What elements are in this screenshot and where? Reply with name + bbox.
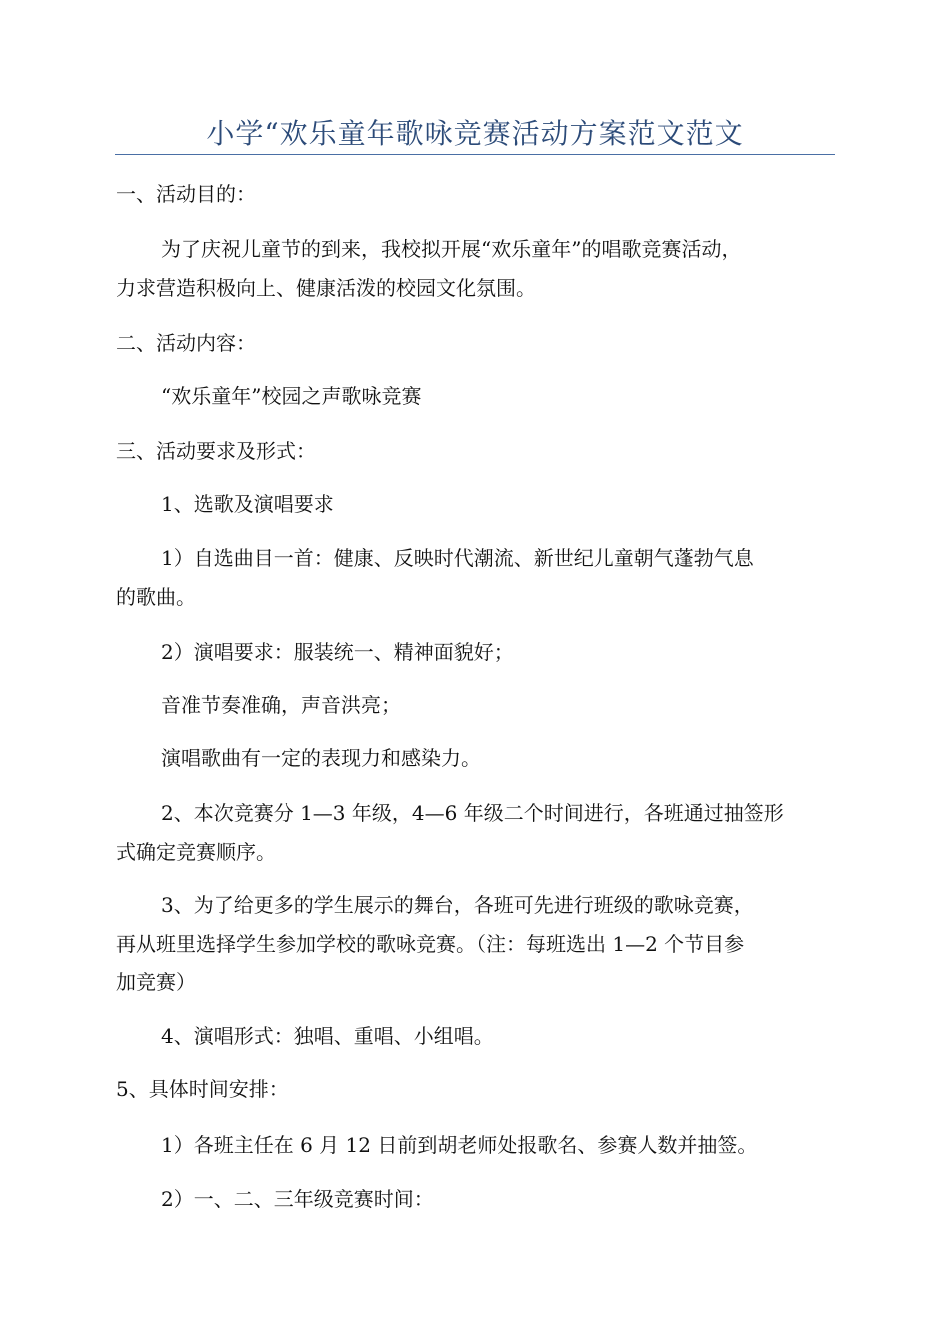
paragraph-line: 演唱歌曲有一定的表现力和感染力。: [161, 746, 481, 770]
paragraph-line: 3、为了给更多的学生展示的舞台，各班可先进行班级的歌咏竞赛，: [161, 893, 754, 917]
paragraph-line: 4、演唱形式：独唱、重唱、小组唱。: [161, 1024, 494, 1048]
document-title: 小学“欢乐童年歌咏竞赛活动方案范文范文: [206, 117, 744, 150]
paragraph-line: 2）一、二、三年级竞赛时间：: [161, 1187, 434, 1211]
paragraph-line: 音准节奏准确，声音洪亮；: [161, 693, 401, 717]
paragraph-line: 1）自选曲目一首：健康、反映时代潮流、新世纪儿童朝气蓬勃气息: [161, 546, 754, 570]
section-heading-requirements: 三、活动要求及形式：: [116, 439, 316, 463]
paragraph-line: 2、本次竞赛分 1—3 年级，4—6 年级二个时间进行，各班通过抽签形: [161, 801, 784, 825]
section-heading-content: 二、活动内容：: [116, 331, 256, 355]
paragraph-line: 的歌曲。: [116, 585, 196, 609]
paragraph-line: 2）演唱要求：服装统一、精神面貌好；: [161, 640, 514, 664]
paragraph-line: 1）各班主任在 6 月 12 日前到胡老师处报歌名、参赛人数并抽签。: [161, 1133, 758, 1157]
section-heading-schedule: 5、具体时间安排：: [116, 1077, 289, 1101]
paragraph-line: 式确定竞赛顺序。: [116, 840, 276, 864]
paragraph-line: 再从班里选择学生参加学校的歌咏竞赛。（注：每班选出 1—2 个节目参: [116, 932, 745, 956]
title-underline: [115, 154, 835, 155]
section-heading-purpose: 一、活动目的：: [116, 182, 256, 206]
paragraph-line: 加竞赛）: [116, 970, 196, 994]
paragraph-line: “欢乐童年”校园之声歌咏竞赛: [161, 384, 422, 408]
paragraph-line: 力求营造积极向上、健康活泼的校园文化氛围。: [116, 276, 536, 300]
paragraph-line: 为了庆祝儿童节的到来，我校拟开展“欢乐童年”的唱歌竞赛活动，: [161, 237, 742, 261]
paragraph-line: 1、选歌及演唱要求: [161, 492, 334, 516]
